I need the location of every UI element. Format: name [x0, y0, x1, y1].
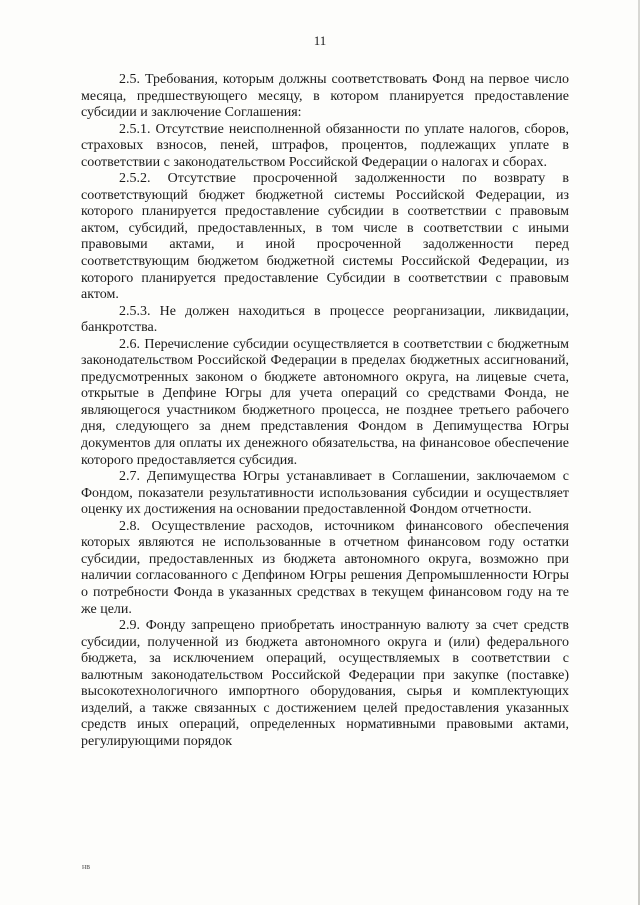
paragraph-2-8: 2.8. Осуществление расходов, источником финансового обеспечения которых являются не использованные в отчетном финансовом году остатки субсидии, предоставленных из бюджета автономного округа, возможно при наличии согласованного с Депфином Югры решения Депромышленности Югры о потребности Фонда в указанных средствах в текущем финансовом году на те же цели. — [81, 518, 569, 617]
paragraph-2-5-1: 2.5.1. Отсутствие неисполненной обязанности по уплате налогов, сборов, страховых взносов, пеней, штрафов, процентов, подлежащих уплате в соответствии с законодательством Российской Федерации о налогах и сборах. — [81, 121, 569, 170]
page-number: 11 — [313, 33, 327, 48]
paragraph-2-5: 2.5. Требования, которым должны соответствовать Фонд на первое число месяца, предшествующего месяцу, в котором планируется предоставление субсидии и заключение Соглашения: — [81, 72, 569, 121]
document-body — [81, 72, 569, 750]
corner-mark: нв — [82, 862, 91, 871]
paragraph-2-5-3: 2.5.3. Не должен находиться в процессе реорганизации, ликвидации, банкротства. — [81, 303, 569, 336]
paragraph-2-9: 2.9. Фонду запрещено приобретать иностранную валюту за счет средств субсидии, полученной из бюджета автономного округа и (или) федерального бюджета, за исключением операций, осуществляемых в соответствии с валютным законодательством Российской Федерации при закупке (поставке) высокотехнологичного импортного оборудования, сырья и комплектующих изделий, а также связанных с достижением целей предоставления указанных средств иных операций, определенных нормативными правовыми актами, регулирующими порядок — [81, 618, 569, 749]
paragraph-2-7: 2.7. Депимущества Югры устанавливает в Соглашении, заключаемом с Фондом, показатели результативности использования субсидии и осуществляет оценку их достижения на основании предоставленной Фондом отчетности. — [81, 469, 569, 518]
paragraph-2-6: 2.6. Перечисление субсидии осуществляется в соответствии с бюджетным законодательством Российской Федерации в пределах бюджетных ассигнований, предусмотренных законом о бюджете автономного округа, на лицевые счета, открытые в Депфине Югры для учета операций со средствами Фонда, не являющегося участником бюджетного процесса, не позднее третьего рабочего дня, следующего за днем представления Фондом в Депимущества Югры документов для оплаты их денежного обязательства, на финансовое обеспечение которого предоставляется субсидия. — [81, 336, 569, 468]
paragraph-2-5-2: 2.5.2. Отсутствие просроченной задолженности по возврату в соответствующий бюджет бюджетной системы Российской Федерации, из которого планируется предоставление субсидии в соответствии с правовым актом, субсидий, предоставленных, в том числе в соответствии с иными правовыми актами, и иной просроченной задолженности перед соответствующим бюджетом бюджетной системы Российской Федерации, из которого планируется предоставление Субсидии в соответствии с правовым актом. — [81, 171, 569, 303]
